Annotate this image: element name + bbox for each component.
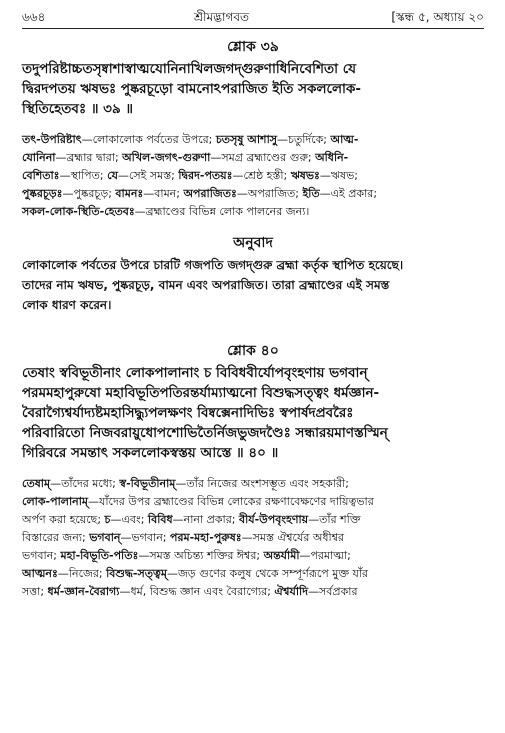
- gloss-meaning: —স্থাপিত;: [59, 169, 108, 182]
- gloss-meaning: —লোকালোক পর্বতের উপরে;: [81, 133, 216, 146]
- verse-39-word-meanings: [22, 131, 484, 221]
- verse-line: দ্বিরদপতয় ঋষভঃ পুষ্করচূড়ো বামনোঽপরাজিত ইতি সকললোক-: [22, 81, 362, 97]
- gloss-term: অখিল-জগৎ-গুরুণা: [122, 151, 211, 164]
- document-page: [22, 6, 484, 601]
- verse-line: গিরিবরে সমন্তাৎ সকললোকস্বস্তয় আস্তে ॥ ৪০ ॥: [22, 445, 279, 461]
- gloss-term: অপরাজিতঃ: [183, 187, 237, 200]
- gloss-term: আত্মনঃ: [22, 567, 58, 580]
- page-header: [22, 6, 484, 29]
- gloss-line: [22, 547, 484, 565]
- gloss-term: পুষ্করচূড়ঃ: [22, 187, 63, 200]
- gloss-term: তেষাম্: [22, 477, 51, 490]
- gloss-meaning: —নানা প্রকার;: [172, 513, 239, 526]
- gloss-line: [22, 185, 484, 203]
- translation-heading: অনুবাদ: [233, 235, 273, 251]
- gloss-meaning: —পরমাত্মা;: [299, 549, 351, 562]
- gloss-meaning: —বামন;: [143, 187, 184, 200]
- verse-39-heading: শ্লোক ৩৯: [227, 39, 279, 55]
- gloss-term: বীর্য-উপবৃংহণায়: [239, 513, 309, 526]
- gloss-term: বামনঃ: [115, 187, 144, 200]
- gloss-meaning: —পুষ্করচূড়;: [62, 187, 116, 200]
- gloss-term: ঋষভঃ: [290, 169, 320, 182]
- gloss-meaning: —তাঁদের মধ্যে;: [50, 477, 120, 490]
- gloss-meaning: —সেই সমস্ত;: [117, 169, 179, 182]
- gloss-term: বিশুদ্ধ-সত্ত্বম্: [106, 567, 167, 580]
- gloss-line: [22, 565, 484, 583]
- gloss-meaning: —নিজের;: [57, 567, 107, 580]
- gloss-term: যে: [107, 169, 118, 182]
- verse-40-heading: শ্লোক ৪০: [227, 343, 279, 359]
- translation-line: লোকালোক পর্বতের উপরে চারটি গজপতি জগদ্গুরু ব্রহ্মা কর্তৃক স্থাপিত হয়েছে।: [22, 258, 404, 272]
- verse-39-text: [22, 59, 484, 119]
- gloss-meaning: —ভগবান;: [120, 531, 170, 544]
- translation-line: লোক ধারণ করেন।: [22, 298, 112, 312]
- gloss-meaning: —তাঁর নিজের অংশসম্ভূত এবং সহকারী;: [175, 477, 349, 490]
- gloss-term: মহা-বিভূতি-পতিঃ: [60, 549, 139, 562]
- verse-line: পরমমহাপুরুষো মহাবিভূতিপতিরন্তর্যাম্যাত্মনো বিশুদ্ধসত্ত্বং ধর্মজ্ঞান-: [22, 385, 380, 401]
- gloss-term: ধর্ম-জ্ঞান-বৈরাগ্য: [47, 585, 120, 598]
- gloss-term: স্ব-বিভূতীনাম্: [119, 477, 176, 490]
- gloss-line: [22, 149, 484, 167]
- verse-40-word-meanings: [22, 475, 484, 601]
- gloss-meaning: —চতুর্দিকে;: [277, 133, 331, 146]
- gloss-term: ভগবান্: [89, 531, 121, 544]
- gloss-term: চ: [104, 513, 111, 526]
- verse-line: বৈরাগ্যৈশ্বর্যাদ্যষ্টমহাসিদ্ধ্যুপলক্ষণং বিষ্বক্সেনাদিভিঃ স্বপার্ষদপ্রবরৈঃ: [22, 405, 354, 421]
- gloss-term: ঐশ্বর্যাদি: [274, 585, 308, 598]
- gloss-meaning: —ব্রহ্মাণ্ডের বিভিন্ন লোক পালনের জন্য।: [134, 205, 310, 218]
- gloss-term: সকল-লোক-স্থিতি-হেতবঃ: [22, 205, 135, 218]
- gloss-meaning: অর্পণ করা হয়েছে;: [22, 513, 105, 526]
- gloss-meaning: —সমস্ত ঐশ্বর্যের অধীশ্বর: [241, 531, 345, 544]
- gloss-term: বেশিতাঃ: [22, 169, 60, 182]
- translation-line: তাদের নাম ঋষভ, পুষ্করচূড়, বামন এবং অপরাজিত। তারা ব্রহ্মাণ্ডের এই সমস্ত: [22, 278, 390, 292]
- verse-line: তেষাং স্ববিভূতীনাং লোকপালানাং চ বিবিধবীর্যোপবৃংহণায় ভগবান্: [22, 365, 368, 381]
- verse-39-translation: [22, 255, 484, 315]
- gloss-line: [22, 529, 484, 547]
- gloss-term: লোক-পালানাম্: [22, 495, 89, 508]
- gloss-term: তৎ-উপরিষ্টাৎ: [22, 133, 82, 146]
- gloss-meaning: সত্তা;: [22, 585, 48, 598]
- section-reference: [স্কন্ধ ৫, অধ্যায় ২০: [391, 10, 484, 24]
- gloss-term: অন্তর্যামী: [263, 549, 300, 562]
- gloss-line: [22, 475, 484, 493]
- gloss-term: দ্বিরদ-পতয়ঃ: [178, 169, 233, 182]
- gloss-line: [22, 511, 484, 529]
- verse-40-block: [22, 341, 484, 601]
- gloss-meaning: —সমগ্র ব্রহ্মাণ্ডের গুরু;: [210, 151, 316, 164]
- gloss-line: [22, 203, 484, 221]
- gloss-meaning: —যাঁদের উপর ব্রহ্মাণ্ডের বিভিন্ন লোকের রক্ষণাবেক্ষণের দায়িত্বভার: [88, 495, 374, 508]
- gloss-term: বিবিধ: [147, 513, 173, 526]
- gloss-meaning: —তাঁর শক্তি: [308, 513, 361, 526]
- verse-line: তদুপরিষ্টাচ্চতসৃষ্বাশাস্বাত্মযোনিনাখিলজগদ্গুরুণাধিনিবেশিতা যে: [22, 61, 357, 77]
- gloss-line: [22, 493, 484, 511]
- gloss-meaning: —অপরাজিত;: [236, 187, 303, 200]
- verse-line: পরিবারিতো নিজবরায়ুধোপশোভিতৈর্নিজভুজদণ্ডৈঃ সন্ধারয়মাণস্তস্মিন্: [22, 425, 388, 441]
- gloss-meaning: —ব্রহ্মার দ্বারা;: [55, 151, 123, 164]
- page-number: ৬৬৪: [22, 10, 46, 24]
- gloss-meaning: —ঋষভ;: [319, 169, 358, 182]
- gloss-meaning: —সমস্ত অচিন্ত্য শক্তির ঈশ্বর;: [138, 549, 264, 562]
- gloss-term: আত্ম-: [330, 133, 359, 146]
- gloss-line: [22, 167, 484, 185]
- gloss-meaning: —শ্রেষ্ঠ হস্তী;: [232, 169, 291, 182]
- verse-40-text: [22, 363, 484, 463]
- gloss-term: ইতি: [302, 187, 320, 200]
- gloss-meaning: বিস্তারের জন্য;: [22, 531, 90, 544]
- gloss-line: [22, 131, 484, 149]
- gloss-term: চতসৃষু আশাসু: [215, 133, 278, 146]
- gloss-meaning: —এই প্রকার;: [319, 187, 378, 200]
- verse-39-block: [22, 37, 484, 315]
- gloss-meaning: —ধর্ম, বিশুদ্ধ জ্ঞান এবং বৈরাগ্যের;: [119, 585, 275, 598]
- gloss-meaning: —সর্বপ্রকার: [307, 585, 358, 598]
- gloss-meaning: —জড় গুণের কলুষ থেকে সম্পূর্ণরূপে মুক্ত যাঁর: [166, 567, 369, 580]
- gloss-meaning: —এবং;: [110, 513, 148, 526]
- gloss-term: অধিনি-: [315, 151, 349, 164]
- verse-line: স্থিতিহেতবঃ ॥ ৩৯ ॥: [22, 101, 134, 117]
- gloss-term: যোনিনা: [22, 151, 56, 164]
- book-title: শ্রীমদ্ভাগবত: [194, 10, 250, 24]
- gloss-term: পরম-মহা-পুরুষঃ: [169, 531, 242, 544]
- gloss-line: [22, 583, 484, 601]
- gloss-meaning: ভগবান;: [22, 549, 61, 562]
